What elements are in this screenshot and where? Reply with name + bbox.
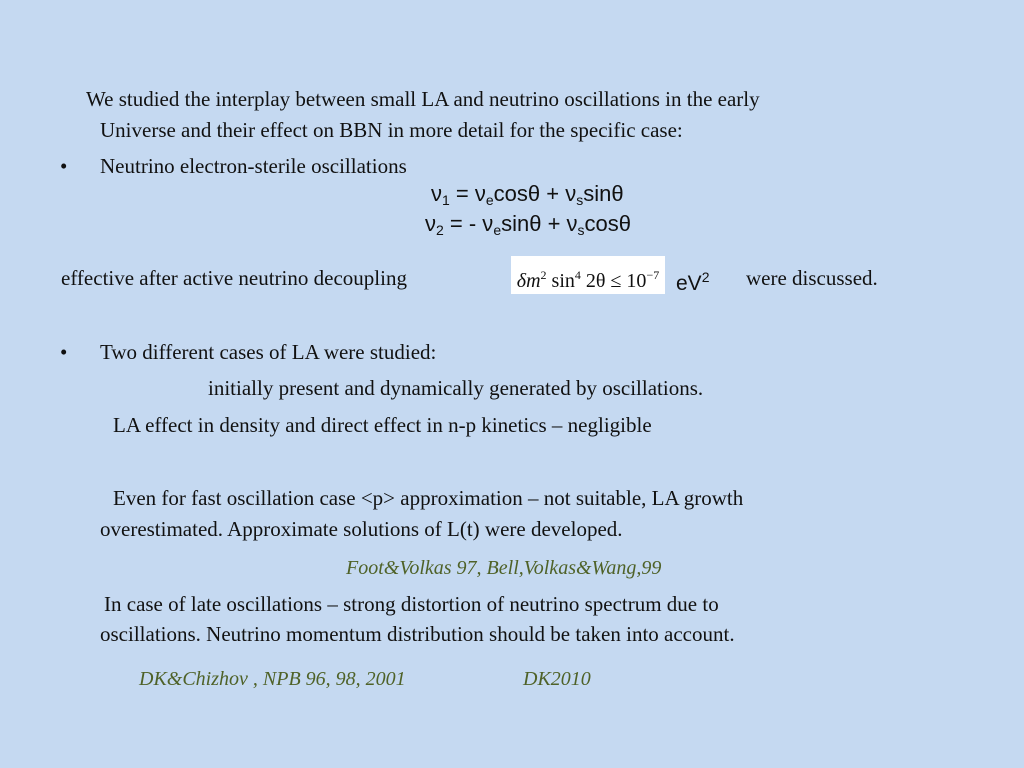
bullet-2-sub-1: initially present and dynamically generated by oscillations. <box>208 376 704 400</box>
bullet-2-text: Two different cases of LA were studied: <box>100 340 437 364</box>
late-line-2: oscillations. Neutrino momentum distribution should be taken into account. <box>100 622 735 646</box>
bullet-1-text: Neutrino electron-sterile oscillations <box>100 154 407 178</box>
effective-suffix: were discussed. <box>746 266 878 290</box>
late-reference-1: DK&Chizhov , NPB 96, 98, 2001 <box>139 668 406 690</box>
effective-prefix: effective after active neutrino decoupling <box>61 266 407 290</box>
equation-nu1: $\nu_1 = \nu_e\cos\theta + \nu_s\sin\theta$ <box>431 181 624 208</box>
unit-ev2: $eV^2$ <box>676 269 710 295</box>
fast-reference: Foot&Volkas 97, Bell,Volkas&Wang,99 <box>346 557 662 579</box>
fast-line-2: overestimated. Approximate solutions of L(t) were developed. <box>100 517 623 541</box>
mixing-formula-image: $\delta m^2$ $\sin^4 2\theta \le 10^{-7}$ <box>511 256 665 294</box>
intro-line-1: We studied the interplay between small LA and neutrino oscillations in the early <box>86 87 760 111</box>
late-reference-2: DK2010 <box>523 668 591 690</box>
equation-nu2: $\nu_2$ = - $\nu_e\sin\theta + \nu_s\cos\theta$ <box>425 211 632 238</box>
bullet-dot-2: • <box>60 340 68 364</box>
bullet-dot-1: • <box>60 154 68 178</box>
intro-line-2: Universe and their effect on BBN in more detail for the specific case: <box>100 118 683 142</box>
fast-line-1: Even for fast oscillation case <p> approximation – not suitable, LA growth <box>113 486 744 510</box>
bullet-2-sub-2: LA effect in density and direct effect in n-p kinetics – negligible <box>113 413 652 437</box>
late-line-1: In case of late oscillations – strong distortion of neutrino spectrum due to <box>104 592 719 616</box>
